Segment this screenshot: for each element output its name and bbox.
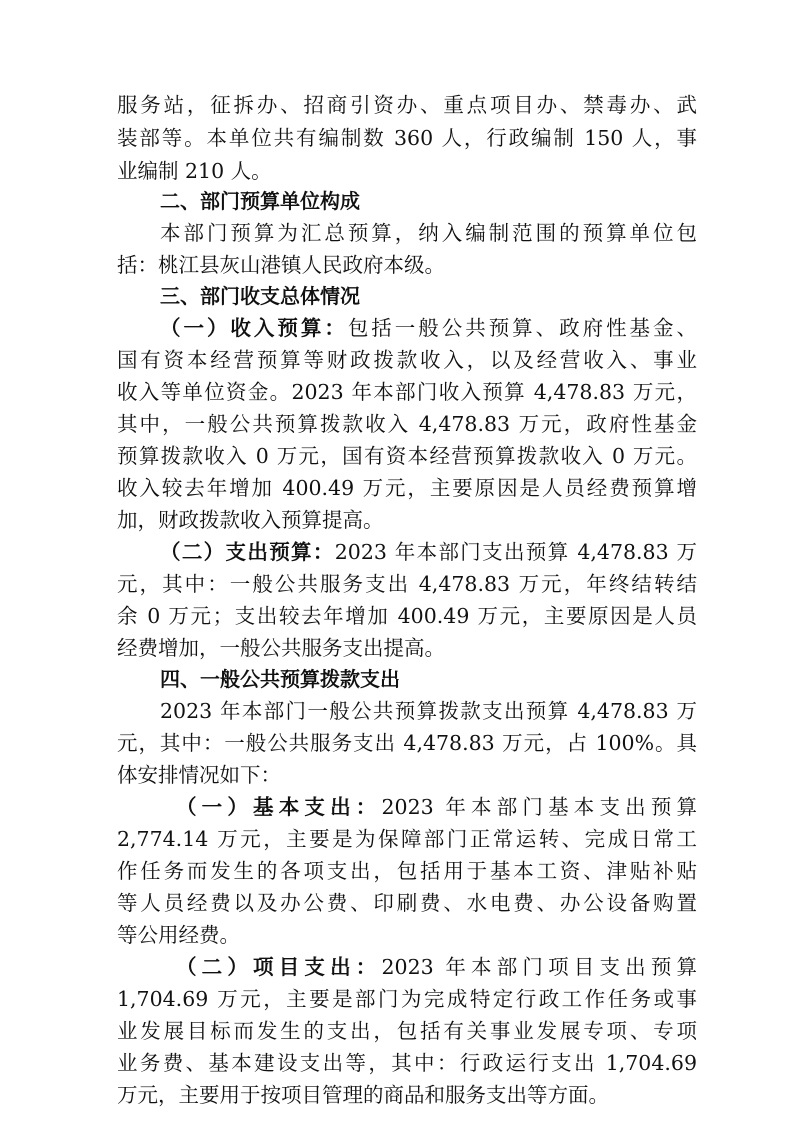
body-line: 万元，主要用于按项目管理的商品和服务支出等方面。 (117, 1083, 609, 1107)
body-line: 装部等。本单位共有编制数 360 人，行政编制 150 人，事 (117, 126, 697, 150)
body-line: 余 0 万元；支出较去年增加 400.49 万元，主要原因是人员 (117, 604, 697, 628)
paragraph-expense-first-line (160, 537, 697, 567)
body-text: 2023 年本部门支出预算 4,478.83 万 (334, 540, 697, 564)
body-line: 2023 年本部门一般公共预算拨款支出预算 4,478.83 万 (160, 699, 697, 723)
body-line: 国有资本经营预算等财政拨款收入，以及经营收入、事业 (117, 348, 697, 372)
body-line: 服务站，征拆办、招商引资办、重点项目办、禁毒办、武 (117, 93, 697, 117)
body-line: 体安排情况如下： (117, 763, 281, 787)
body-text: 包括一般公共预算、政府性基金、 (347, 316, 697, 340)
body-line: 作任务而发生的各项支出，包括用于基本工资、津贴补贴 (117, 859, 697, 883)
body-line: 业发展目标而发生的支出，包括有关事业发展专项、专项 (117, 1019, 697, 1043)
body-line: 2,774.14 万元，主要是为保障部门正常运转、完成日常工 (117, 827, 697, 851)
body-line: 加，财政拨款收入预算提高。 (117, 508, 384, 532)
body-line: 元，其中：一般公共服务支出 4,478.83 万元，年终结转结 (117, 572, 697, 596)
section-heading-2: 二、部门预算单位构成 (160, 189, 360, 213)
body-line: 本部门预算为汇总预算，纳入编制范围的预算单位包 (160, 221, 697, 245)
paragraph-project-first-line (176, 952, 697, 982)
body-line: 其中，一般公共预算拨款收入 4,478.83 万元，政府性基金 (117, 412, 697, 436)
subheading-income: （一）收入预算： (160, 316, 348, 340)
body-line: 业编制 210 人。 (117, 159, 272, 183)
body-line: 1,704.69 万元，主要是部门为完成特定行政工作任务或事 (117, 987, 697, 1011)
body-text: 2023 年本部门项目支出预算 (381, 955, 697, 979)
section-heading-4: 四、一般公共预算拨款支出 (160, 667, 400, 691)
subheading-expense: （二）支出预算： (160, 540, 335, 564)
body-line: 括：桃江县灰山港镇人民政府本级。 (117, 253, 445, 277)
body-line: 业务费、基本建设支出等，其中：行政运行支出 1,704.69 (117, 1051, 697, 1075)
body-line: 等公用经费。 (117, 923, 240, 947)
body-line: 经费增加，一般公共服务支出提高。 (117, 636, 445, 660)
body-text: 2023 年本部门基本支出预算 (381, 795, 697, 819)
subheading-project: （二）项目支出： (176, 955, 382, 979)
body-line: 收入较去年增加 400.49 万元，主要原因是人员经费预算增 (117, 476, 697, 500)
paragraph-income-first-line (160, 313, 697, 343)
body-line: 等人员经费以及办公费、印刷费、水电费、办公设备购置 (117, 891, 697, 915)
body-line: 收入等单位资金。2023 年本部门收入预算 4,478.83 万元， (117, 380, 697, 404)
section-heading-3: 三、部门收支总体情况 (160, 284, 360, 308)
subheading-basic: （一）基本支出： (176, 795, 382, 819)
body-line: 元，其中：一般公共服务支出 4,478.83 万元，占 100%。具 (117, 731, 697, 755)
body-line: 预算拨款收入 0 万元，国有资本经营预算拨款收入 0 万元。 (117, 444, 697, 468)
paragraph-basic-first-line (176, 792, 697, 822)
